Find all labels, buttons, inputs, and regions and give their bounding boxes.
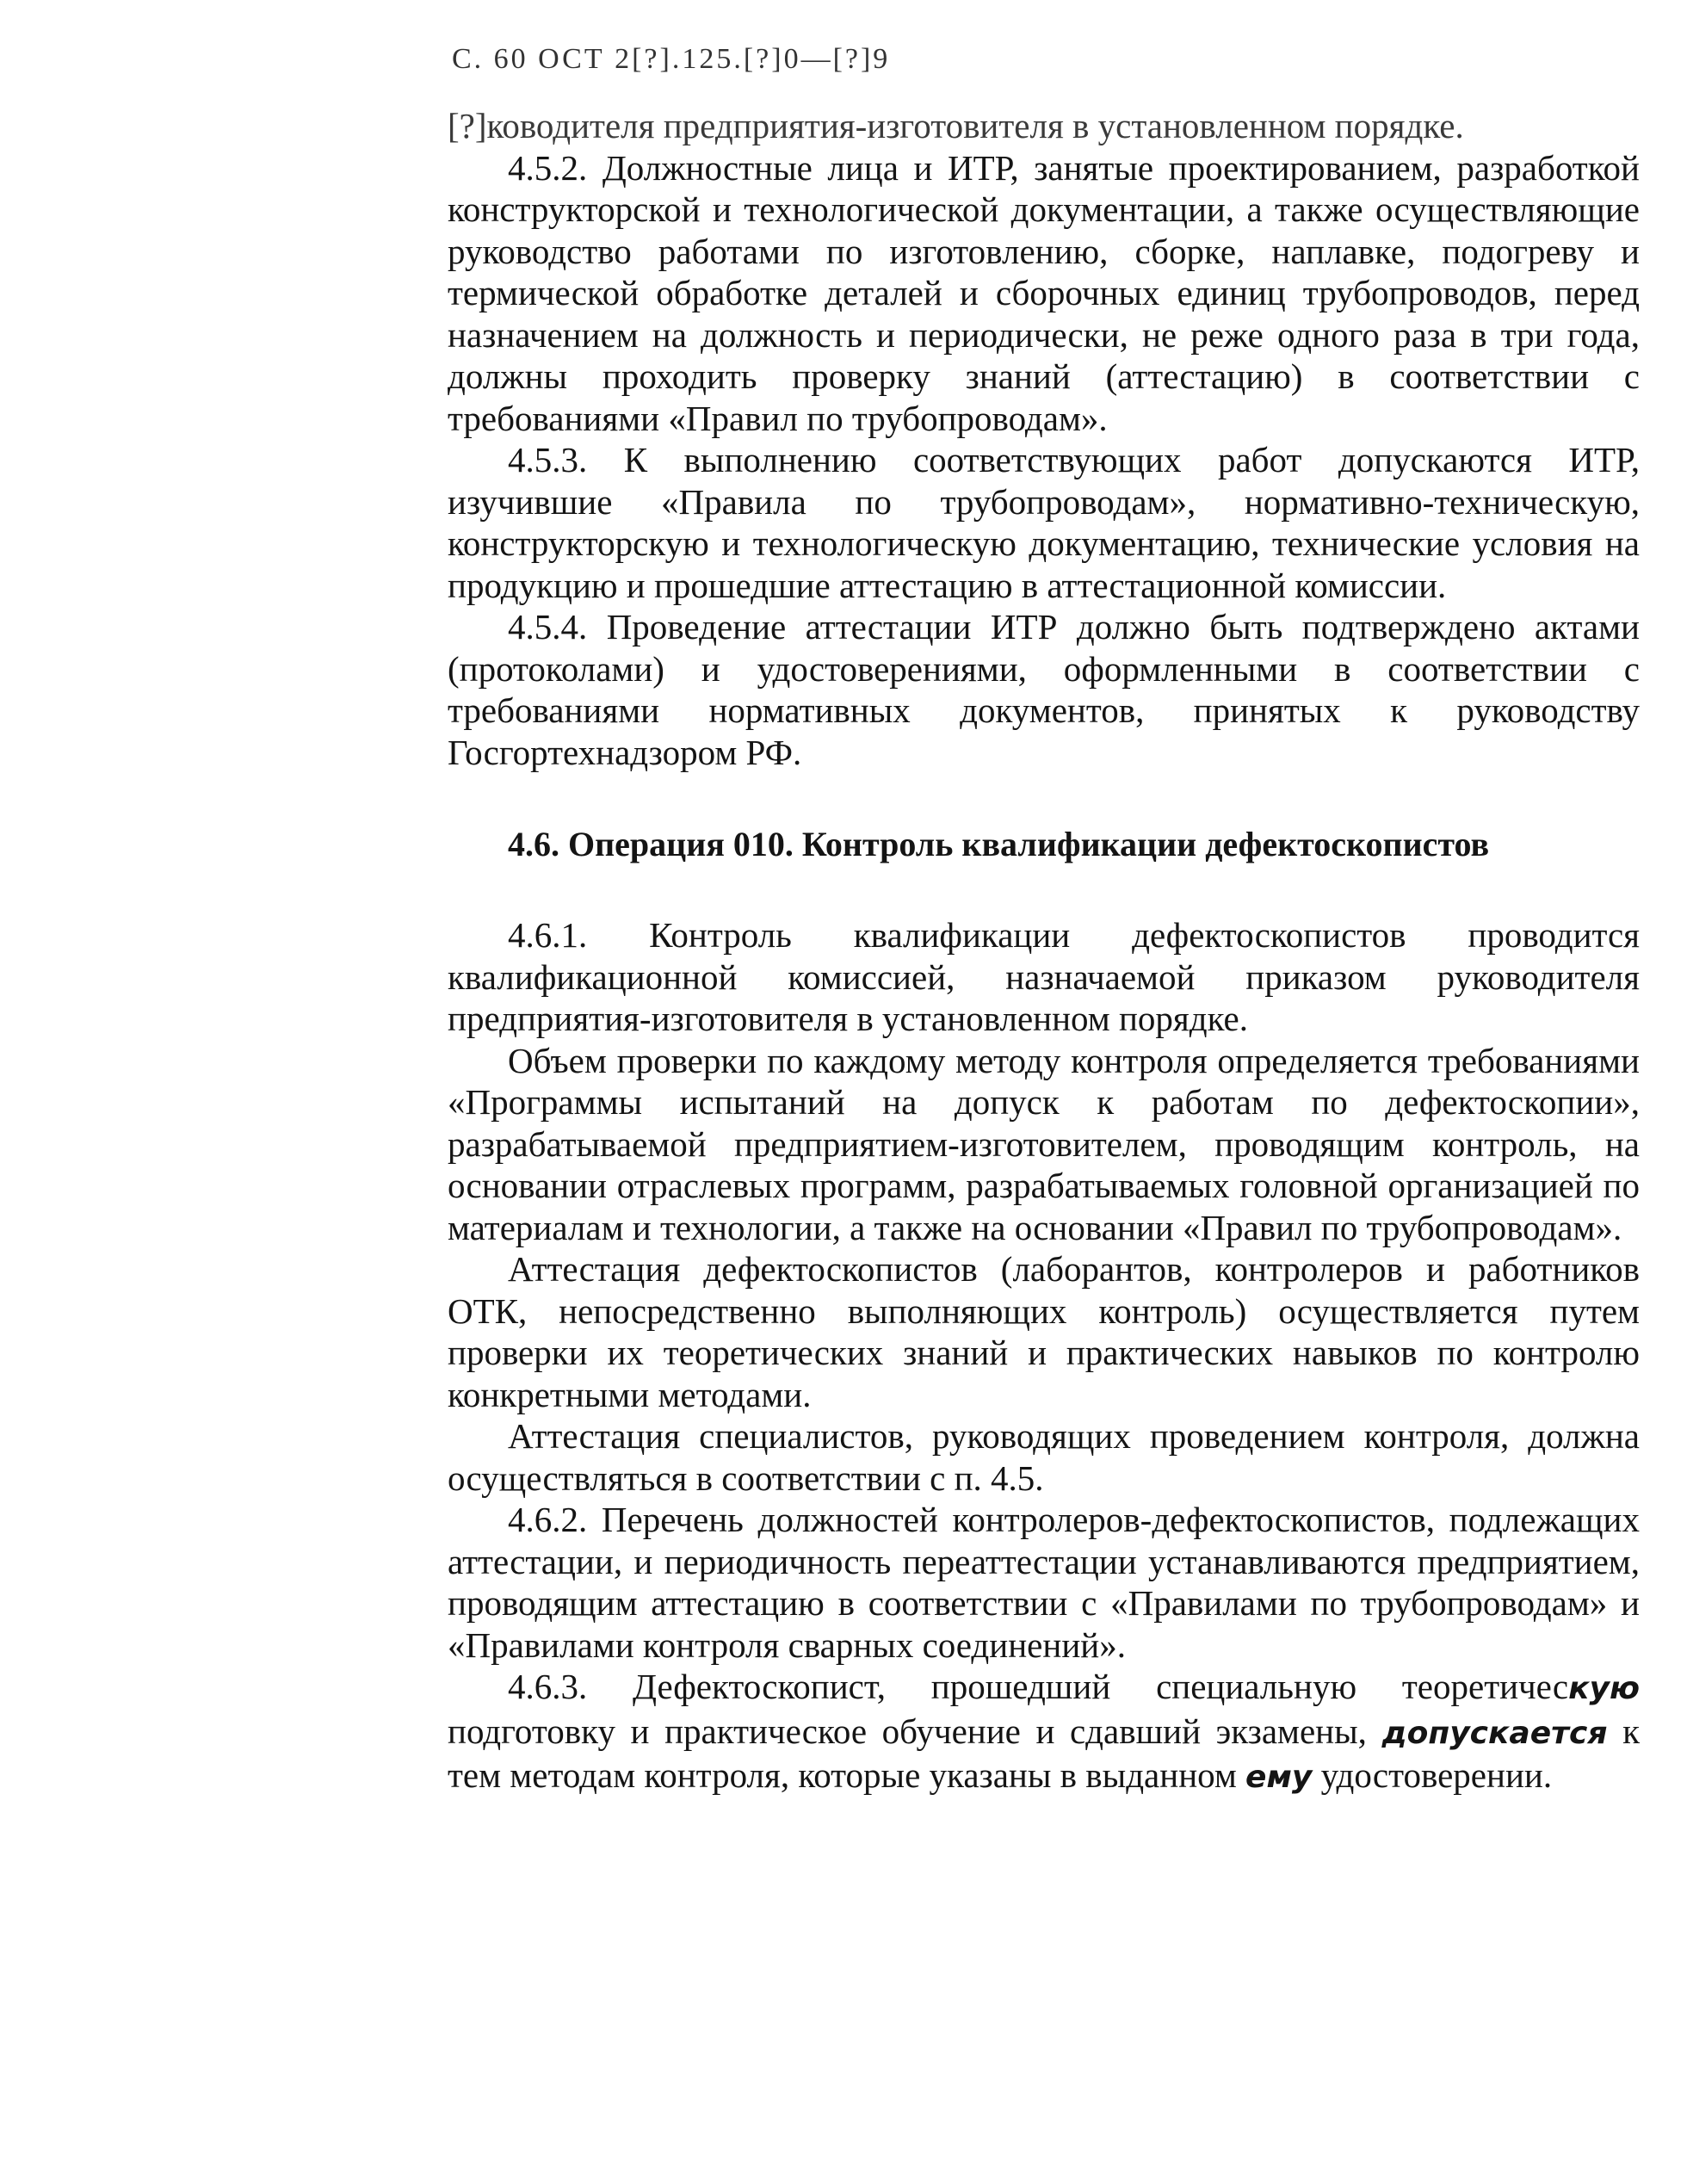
paragraph-4-6-3-start: 4.6.3. Дефектоскопист, прошедший специальную теоретичес	[508, 1667, 1569, 1706]
paragraph-4-6-2: 4.6.2. Перечень должностей контролеров-дефектоскопистов, подлежащих аттестации, и периодичность переаттестации устанавливаются предприятием, проводящим аттестацию в соответствии с «Правилами по трубопроводам» и «Правилами контроля сварных соединений».	[448, 1500, 1640, 1665]
paragraph-4-5-4: 4.5.4. Проведение аттестации ИТР должно быть подтверждено актами (протоколами) и удостоверениями, оформленными в соответствии с требованиями нормативных документов, принятых к руководству Госгортехнадзором РФ.	[448, 607, 1640, 772]
paragraph-4-6-3-middle-2: к тем методам контроля, которые указаны в выданном	[448, 1711, 1640, 1795]
paragraph-4-6-3-end: удостоверении.	[1312, 1755, 1553, 1795]
paragraph-4-5-2: 4.5.2. Должностные лица и ИТР, занятые проектированием, разработкой конструкторской и технологической документации, а также осуществляющие руководство работами по изготовлению, сборке, наплавке, подогреву и термической обработке деталей и сборочных единиц трубопроводов, перед назначением на должность и периодически, не реже одного раза в три года, должны проходить проверку знаний (аттестацию) в соответствии с требованиями «Правил по трубопроводам».	[448, 147, 1640, 438]
handwritten-correction-2: допускается	[1381, 1715, 1608, 1751]
paragraph-attestation-defectoscopists: Аттестация дефектоскопистов (лаборантов, контролеров и работников ОТК, непосредственно выполняющих контроль) осуществляется путем проверки их теоретических знаний и практических навыков по контролю конкретными методами.	[448, 1249, 1640, 1414]
handwritten-correction-3: ему	[1245, 1760, 1313, 1795]
continuation-line: [?]ководителя предприятия-изготовителя в установленном порядке.	[448, 106, 1464, 145]
paragraph-4-6-1: 4.6.1. Контроль квалификации дефектоскопистов проводится квалификационной комиссией, назначаемой приказом руководителя предприятия-изготовителя в установленном порядке.	[448, 915, 1640, 1038]
handwritten-correction-1: кую	[1568, 1671, 1640, 1706]
paragraph-4-5-3: 4.5.3. К выполнению соответствующих работ допускаются ИТР, изучившие «Правила по трубопроводам», нормативно-техническую, конструкторскую и технологическую документацию, технические условия на продукцию и прошедшие аттестацию в аттестационной комиссии.	[448, 440, 1640, 605]
document-body	[448, 105, 1640, 1799]
paragraph-4-6-3	[448, 1666, 1640, 1799]
paragraph-attestation-specialists: Аттестация специалистов, руководящих проведением контроля, должна осуществляться в соответствии с п. 4.5.	[448, 1416, 1640, 1498]
paragraph-4-6-3-middle: подготовку и практическое обучение и сдавший экзамены,	[448, 1711, 1382, 1751]
running-head: С. 60 ОСТ 2[?].125.[?]0—[?]9	[452, 43, 891, 75]
section-heading-4-6: 4.6. Операция 010. Контроль квалификации дефектоскопистов	[508, 825, 1490, 863]
paragraph-volume-of-check: Объем проверки по каждому методу контроля определяется требованиями «Программы испытаний на допуск к работам по дефектоскопии», разрабатываемой предприятием-изготовителем, проводящим контроль, на основании отраслевых программ, разрабатываемых головной организацией по материалам и технологии, а также на основании «Правил по трубопроводам».	[448, 1040, 1640, 1247]
